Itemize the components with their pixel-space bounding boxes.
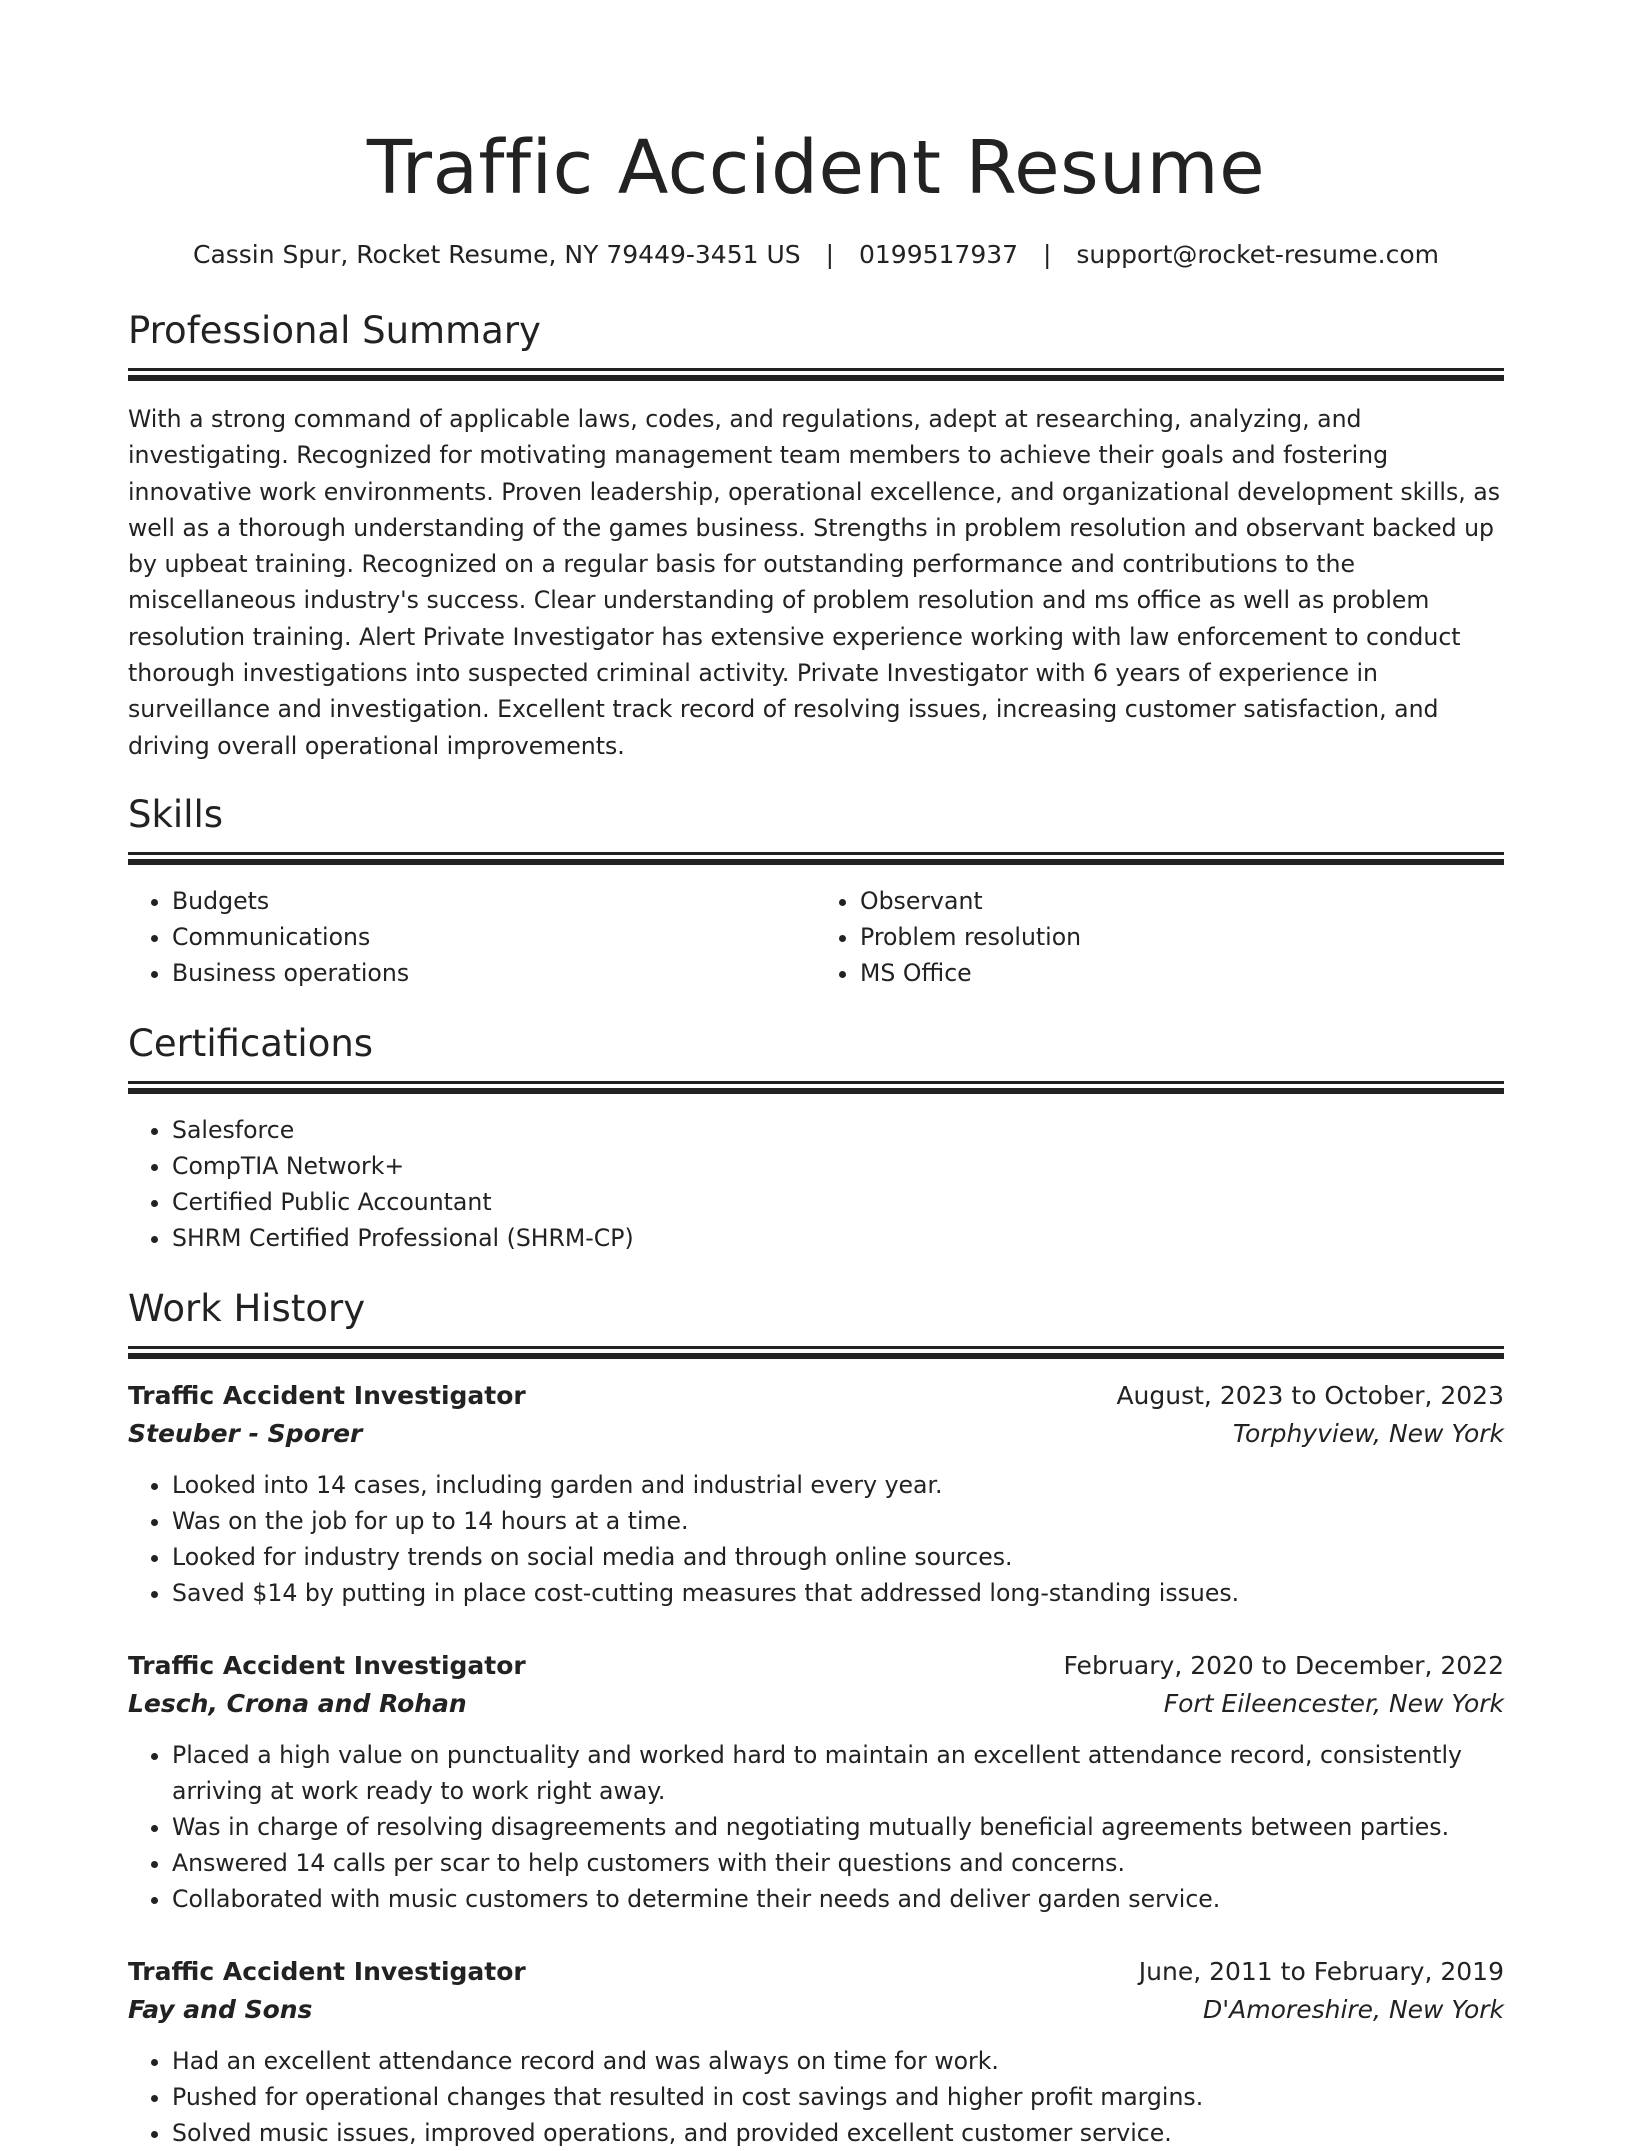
contact-separator: | <box>825 240 835 269</box>
job-bullets <box>128 1467 1504 1611</box>
section-divider <box>128 1346 1504 1349</box>
section-divider <box>128 1081 1504 1084</box>
contact-phone: 0199517937 <box>858 240 1019 269</box>
work-history-section <box>128 1286 1504 2151</box>
job-entry <box>128 1953 1504 2151</box>
job-bullet: • Answered 14 calls per scar to help customers with their questions and concerns. <box>172 1845 1504 1881</box>
contact-address: Cassin Spur, Rocket Resume, NY 79449-3451 US <box>192 240 801 269</box>
skill-item: • Observant <box>860 883 1504 919</box>
job-company: Fay and Sons <box>128 1994 313 2024</box>
section-title-certifications: Certifications <box>128 1021 374 1065</box>
job-location: D'Amoreshire, New York <box>1203 1994 1504 2024</box>
job-title: Traffic Accident Investigator <box>128 1650 526 1680</box>
certification-item: • SHRM Certified Professional (SHRM-CP) <box>172 1220 1504 1256</box>
job-bullet: • Saved $14 by putting in place cost-cutting measures that addressed long-standing issues. <box>172 1575 1504 1611</box>
job-bullet: • Was in charge of resolving disagreements and negotiating mutually beneficial agreements between parties. <box>172 1809 1504 1845</box>
job-header-row <box>128 1953 1504 1991</box>
job-bullet: • Collaborated with music customers to determine their needs and deliver garden service. <box>172 1881 1504 1917</box>
job-bullets <box>128 2043 1504 2151</box>
skill-item: • Problem resolution <box>860 919 1504 955</box>
skills-list-right <box>816 883 1504 991</box>
skill-item: • Communications <box>172 919 816 955</box>
job-dates: June, 2011 to February, 2019 <box>1138 1956 1504 1986</box>
job-bullet: • Placed a high value on punctuality and worked hard to maintain an excellent attendance record, consistently arriving at work ready to work right away. <box>172 1737 1504 1809</box>
job-bullet: • Was on the job for up to 14 hours at a time. <box>172 1503 1504 1539</box>
job-bullets <box>128 1737 1504 1917</box>
summary-section <box>128 308 1504 764</box>
job-header-row <box>128 1647 1504 1685</box>
job-subheader-row <box>128 1415 1504 1453</box>
skill-item: • Business operations <box>172 955 816 991</box>
section-title-work-history: Work History <box>128 1286 366 1330</box>
job-bullet: • Looked for industry trends on social media and through online sources. <box>172 1539 1504 1575</box>
job-dates: August, 2023 to October, 2023 <box>1116 1380 1504 1410</box>
section-title-skills: Skills <box>128 792 224 836</box>
section-divider <box>128 852 1504 855</box>
certification-item: • CompTIA Network+ <box>172 1148 1504 1184</box>
job-title: Traffic Accident Investigator <box>128 1956 526 1986</box>
job-entry <box>128 1377 1504 1611</box>
skill-item: • MS Office <box>860 955 1504 991</box>
job-bullet: • Solved music issues, improved operations, and provided excellent customer service. <box>172 2115 1504 2151</box>
section-divider <box>128 368 1504 371</box>
job-location: Torphyview, New York <box>1232 1418 1504 1448</box>
job-entry <box>128 1647 1504 1917</box>
certification-item: • Salesforce <box>172 1112 1504 1148</box>
job-bullet: • Had an excellent attendance record and was always on time for work. <box>172 2043 1504 2079</box>
contact-email: support@rocket-resume.com <box>1076 240 1439 269</box>
job-subheader-row <box>128 1991 1504 2029</box>
resume-title: Traffic Accident Resume <box>366 125 1266 211</box>
certifications-list <box>128 1112 1504 1256</box>
certifications-section <box>128 1021 1504 1256</box>
job-dates: February, 2020 to December, 2022 <box>1063 1650 1504 1680</box>
section-title-summary: Professional Summary <box>128 309 541 352</box>
job-bullet: • Looked into 14 cases, including garden and industrial every year. <box>172 1467 1504 1503</box>
job-subheader-row <box>128 1685 1504 1723</box>
job-bullet: • Pushed for operational changes that resulted in cost savings and higher profit margins. <box>172 2079 1504 2115</box>
skills-list-left <box>128 883 816 991</box>
job-company: Lesch, Crona and Rohan <box>128 1688 467 1718</box>
contact-line <box>128 238 1504 272</box>
job-title: Traffic Accident Investigator <box>128 1380 526 1410</box>
job-location: Fort Eileencester, New York <box>1163 1688 1504 1718</box>
job-header-row <box>128 1377 1504 1415</box>
certification-item: • Certified Public Accountant <box>172 1184 1504 1220</box>
skills-section <box>128 792 1504 991</box>
job-company: Steuber - Sporer <box>128 1418 363 1448</box>
contact-separator: | <box>1043 240 1052 269</box>
summary-text: With a strong command of applicable laws, codes, and regulations, adept at researching, analyzing, and investigating. Recognized for motivating management team members to achieve their goals and fostering innovative work environments. Proven leadership, operational excellence, and organizational development skills, as well as a thorough understanding of the games business. Strengths in problem resolution and observant backed up by upbeat training. Recognized on a regular basis for outstanding performance and contributions to the miscellaneous industry's success. Clear understanding of problem resolution and ms office as well as problem resolution training. Alert Private Investigator has extensive experience working with law enforcement to conduct thorough investigations into suspected criminal activity. Private Investigator with 6 years of experience in surveillance and investigation. Excellent track record of resolving issues, increasing customer satisfaction, and driving overall operational improvements. <box>128 405 1501 760</box>
skill-item: • Budgets <box>172 883 816 919</box>
skills-columns <box>128 883 1504 991</box>
